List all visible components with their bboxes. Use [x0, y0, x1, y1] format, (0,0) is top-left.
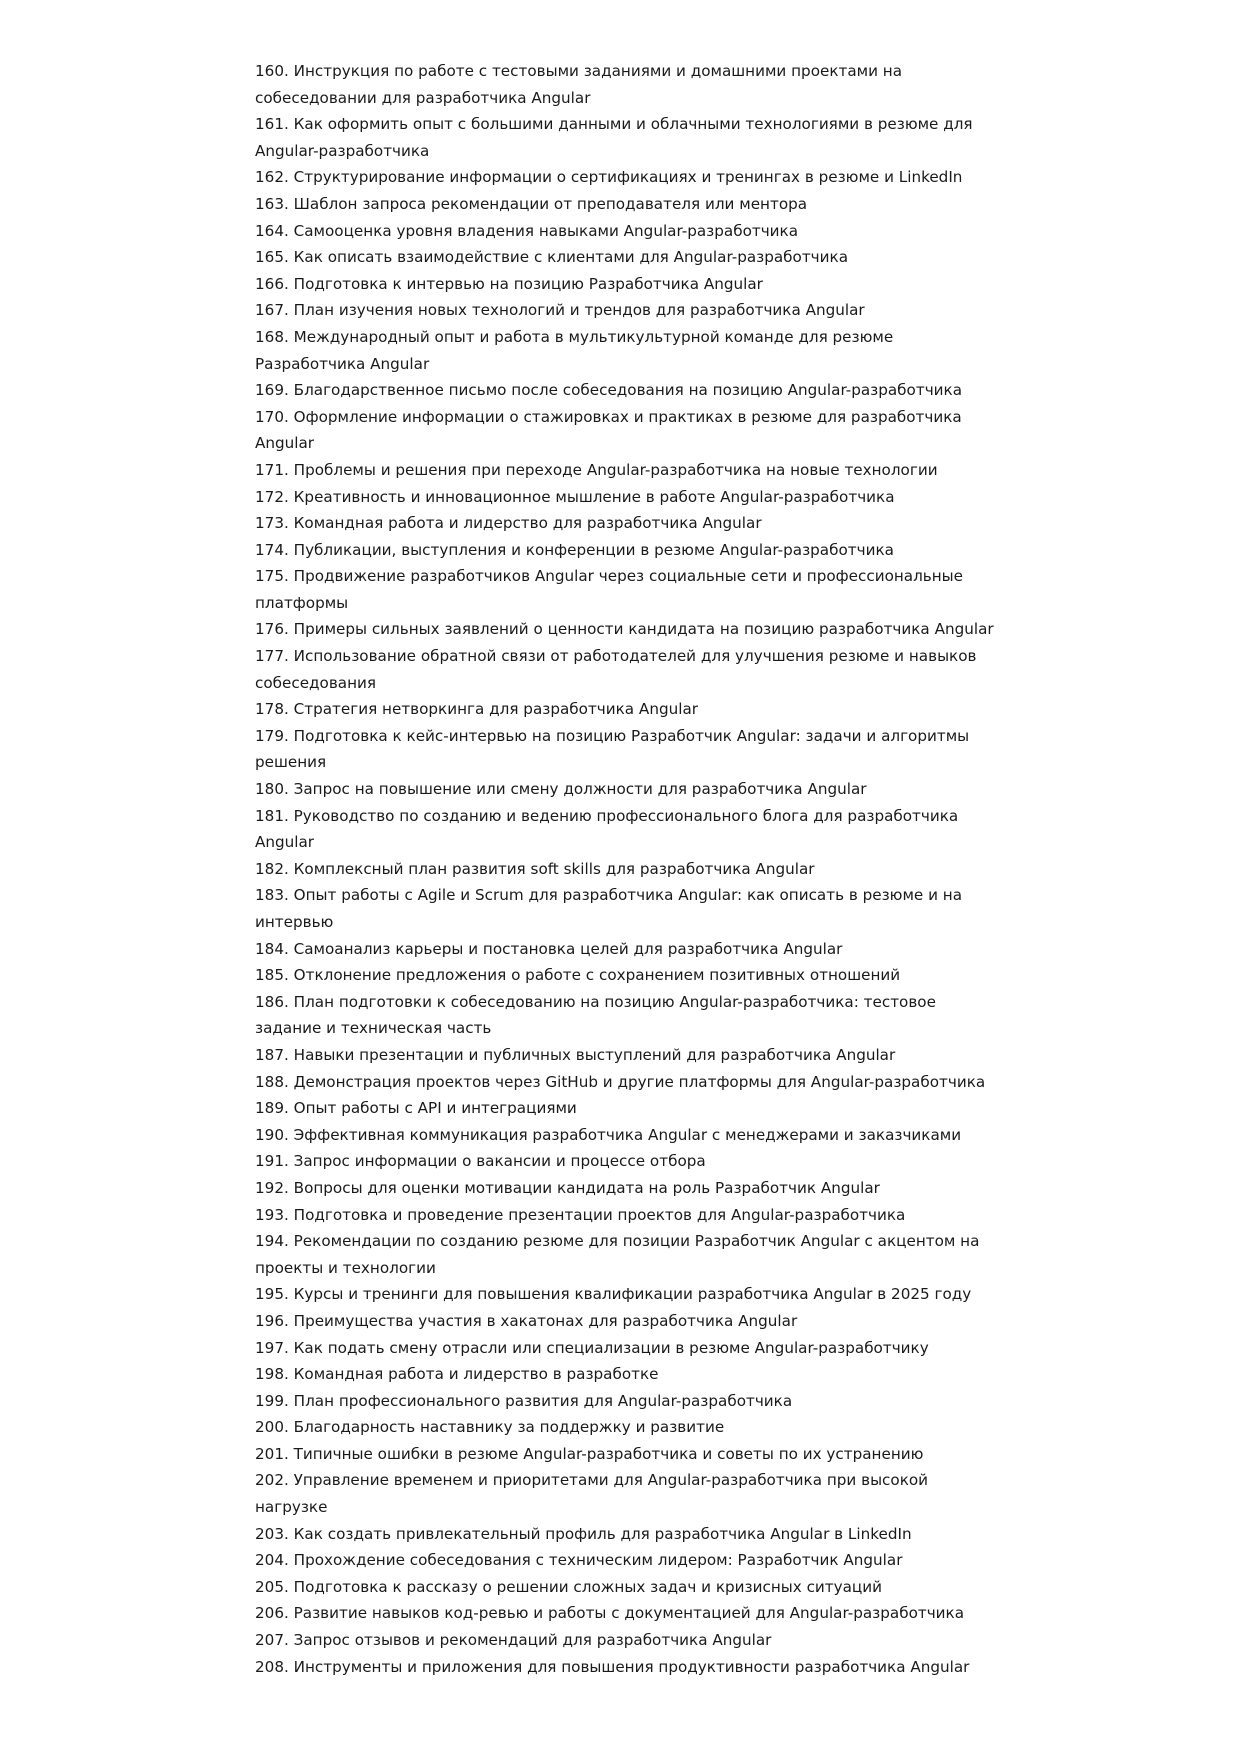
toc-item: 207. Запрос отзывов и рекомендаций для разработчика Angular [255, 1631, 772, 1650]
toc-item: 161. Как оформить опыт с большими данными и облачными технологиями в резюме для Angular-разработчика [255, 115, 973, 160]
toc-item: 178. Стратегия нетворкинга для разработчика Angular [255, 700, 698, 719]
toc-item: 187. Навыки презентации и публичных выступлений для разработчика Angular [255, 1045, 896, 1064]
toc-item: 172. Креативность и инновационное мышление в работе Angular-разработчика [255, 487, 895, 506]
toc-item: 174. Публикации, выступления и конференции в резюме Angular-разработчика [255, 540, 894, 559]
toc-item: 195. Курсы и тренинги для повышения квалификации разработчика Angular в 2025 году [255, 1285, 972, 1304]
toc-item: 194. Рекомендации по созданию резюме для позиции Разработчик Angular с акцентом на проекты и технологии [255, 1232, 980, 1277]
toc-item: 191. Запрос информации о вакансии и процессе отбора [255, 1152, 706, 1171]
toc-item: 164. Самооценка уровня владения навыками Angular-разработчика [255, 221, 799, 240]
toc-item: 192. Вопросы для оценки мотивации кандидата на роль Разработчик Angular [255, 1178, 880, 1197]
toc-item: 167. План изучения новых технологий и трендов для разработчика Angular [255, 301, 865, 320]
toc-item: 171. Проблемы и решения при переходе Angular-разработчика на новые технологии [255, 460, 938, 479]
toc-item: 176. Примеры сильных заявлений о ценности кандидата на позицию разработчика Angular [255, 620, 994, 639]
toc-item: 196. Преимущества участия в хакатонах для разработчика Angular [255, 1311, 798, 1330]
toc-item: 205. Подготовка к рассказу о решении сложных задач и кризисных ситуаций [255, 1577, 883, 1596]
toc-item: 208. Инструменты и приложения для повышения продуктивности разработчика Angular [255, 1657, 970, 1676]
toc-list [255, 58, 995, 1680]
toc-item: 206. Развитие навыков код-ревью и работы с документацией для Angular-разработчика [255, 1604, 965, 1623]
toc-item: 168. Международный опыт и работа в мультикультурной команде для резюме Разработчика Angular [255, 327, 894, 373]
toc-item: 188. Демонстрация проектов через GitHub и другие платформы для Angular-разработчика [255, 1072, 986, 1091]
toc-item: 185. Отклонение предложения о работе с сохранением позитивных отношений [255, 966, 901, 985]
toc-item: 193. Подготовка и проведение презентации проектов для Angular-разработчика [255, 1205, 906, 1224]
toc-item: 189. Опыт работы с API и интеграциями [255, 1099, 577, 1118]
toc-item: 165. Как описать взаимодействие с клиентами для Angular-разработчика [255, 248, 849, 267]
toc-item: 163. Шаблон запроса рекомендации от преподавателя или ментора [255, 194, 808, 213]
toc-item: 203. Как создать привлекательный профиль для разработчика Angular в LinkedIn [255, 1524, 912, 1543]
toc-item: 201. Типичные ошибки в резюме Angular-разработчика и советы по их устранению [255, 1444, 924, 1463]
document-page [255, 58, 995, 1680]
toc-item: 162. Структурирование информации о сертификациях и тренингах в резюме и LinkedIn [255, 168, 963, 187]
toc-item: 182. Комплексный план развития soft skills для разработчика Angular [255, 859, 815, 878]
toc-item: 184. Самоанализ карьеры и постановка целей для разработчика Angular [255, 939, 843, 958]
toc-item: 199. План профессионального развития для Angular-разработчика [255, 1391, 793, 1410]
toc-item: 190. Эффективная коммуникация разработчика Angular с менеджерами и заказчиками [255, 1125, 962, 1144]
toc-item: 175. Продвижение разработчиков Angular через социальные сети и профессиональные платформы [255, 567, 964, 612]
toc-item: 181. Руководство по созданию и ведению профессионального блога для разработчика Angular [255, 806, 959, 852]
toc-item: 180. Запрос на повышение или смену должности для разработчика Angular [255, 780, 867, 799]
toc-item: 177. Использование обратной связи от работодателей для улучшения резюме и навыков собеседования [255, 647, 977, 692]
toc-item: 198. Командная работа и лидерство в разработке [255, 1365, 659, 1384]
toc-item: 166. Подготовка к интервью на позицию Разработчика Angular [255, 274, 763, 293]
toc-item: 170. Оформление информации о стажировках и практиках в резюме для разработчика Angular [255, 407, 962, 453]
toc-item: 200. Благодарность наставнику за поддержку и развитие [255, 1418, 725, 1437]
toc-item: 197. Как подать смену отрасли или специализации в резюме Angular-разработчику [255, 1338, 929, 1357]
toc-item: 202. Управление временем и приоритетами для Angular-разработчика при высокой нагрузке [255, 1471, 929, 1517]
toc-item: 204. Прохождение собеседования с техническим лидером: Разработчик Angular [255, 1551, 903, 1570]
toc-item: 173. Командная работа и лидерство для разработчика Angular [255, 514, 762, 533]
toc-item: 179. Подготовка к кейс-интервью на позицию Разработчик Angular: задачи и алгоритмы решения [255, 726, 970, 772]
toc-item: 169. Благодарственное письмо после собеседования на позицию Angular-разработчика [255, 381, 963, 400]
toc-item: 160. Инструкция по работе с тестовыми заданиями и домашними проектами на собеседовании для разработчика Angular [255, 62, 903, 107]
toc-item: 183. Опыт работы с Agile и Scrum для разработчика Angular: как описать в резюме и на интервью [255, 886, 963, 931]
toc-item: 186. План подготовки к собеседованию на позицию Angular-разработчика: тестовое задание и техническая часть [255, 992, 936, 1038]
